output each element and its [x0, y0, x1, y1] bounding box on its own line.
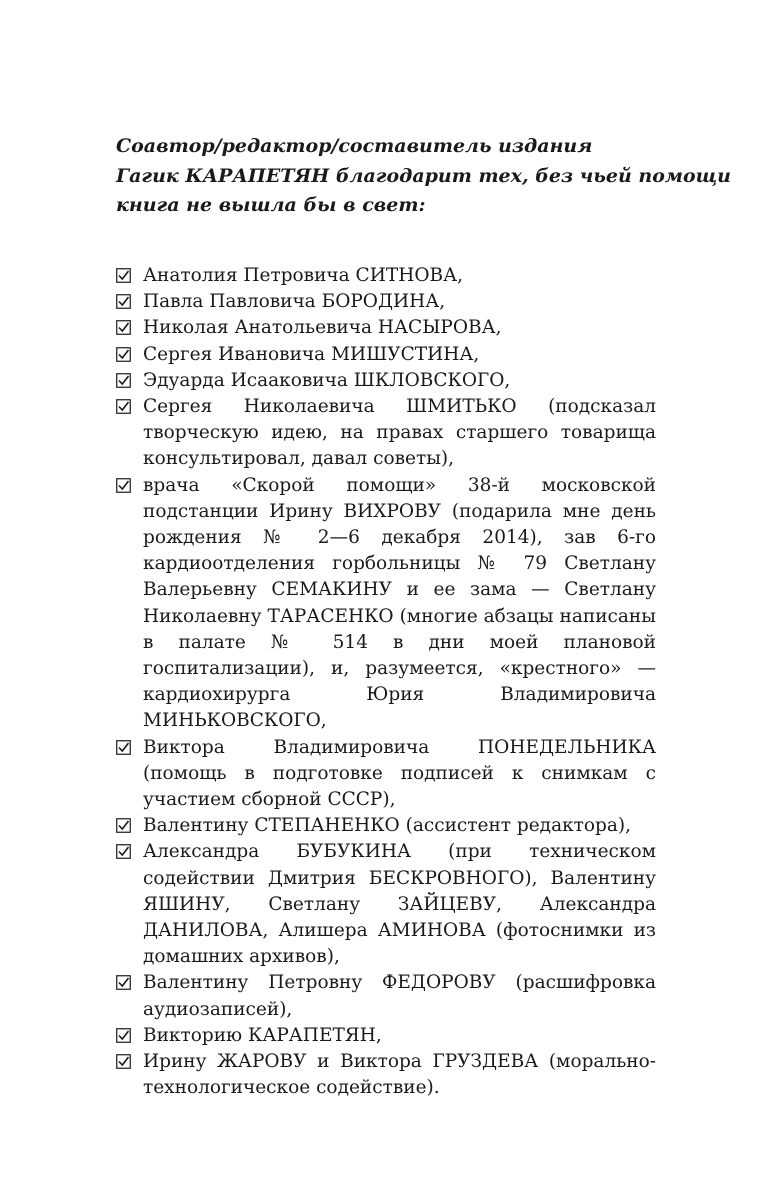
intro-line-1: Соавтор/редактор/составитель издания: [116, 135, 593, 157]
list-item: [116, 1049, 656, 1101]
list-item-text: Валентину Петровну ФЕДОРОВУ (расшифровка аудиозаписей),: [143, 972, 656, 1020]
list-item-text: Валентину СТЕПАНЕНКО (ассистент редактора),: [143, 815, 632, 837]
checkbox-checked-icon: [116, 740, 131, 755]
list-item: [116, 289, 656, 315]
list-item: [116, 342, 656, 368]
checkbox-checked-icon: [116, 399, 131, 414]
list-item-text: Сергея Ивановича МИШУСТИНА,: [143, 343, 480, 365]
list-item-text: врача «Скорой помощи» 38-й московской подстанции Ирину ВИХРОВУ (подарила мне день рождения № 2—6 декабря 2014), зав 6-го кардиоотделения горбольницы № 79 Светлану Валерьевну СЕМАКИНУ и ее зама — Светлану Николаевну ТАРАСЕНКО (многие абзацы написаны в палате № 514 в дни моей плановой госпитализации), и, разумеется, «крестного» — кардиохирурга Юрия Владимировича МИНЬКОВСКОГО,: [143, 474, 656, 732]
intro-line-3: книга не вышла бы в свет:: [116, 194, 426, 216]
acknowledgement-list: [116, 263, 656, 1102]
checkbox-checked-icon: [116, 268, 131, 283]
list-item-text: Николая Анатольевича НАСЫРОВА,: [143, 317, 502, 339]
list-item: [116, 394, 656, 473]
list-item-text: Викторию КАРАПЕТЯН,: [143, 1024, 382, 1046]
checkbox-checked-icon: [116, 975, 131, 990]
list-item-text: Виктора Владимировича ПОНЕДЕЛЬНИКА (помощь в подготовке подписей к снимкам с участием сборной СССР),: [143, 736, 656, 811]
checkbox-checked-icon: [116, 818, 131, 833]
list-item-text: Ирину ЖАРОВУ и Виктора ГРУЗДЕВА (морально-технологическое содействие).: [143, 1051, 656, 1099]
list-item-text: Эдуарда Исааковича ШКЛОВСКОГО,: [143, 369, 511, 391]
list-item-text: Анатолия Петровича СИТНОВА,: [143, 265, 463, 286]
checkbox-checked-icon: [116, 844, 131, 859]
checkbox-checked-icon: [116, 347, 131, 362]
list-item: [116, 735, 656, 814]
intro-line-2: Гагик КАРАПЕТЯН благодарит тех, без чьей помощи: [116, 164, 731, 187]
list-item: [116, 970, 656, 1022]
acknowledgement-intro: [116, 132, 731, 221]
list-item-text: Александра БУБУКИНА (при техническом содействии Дмитрия БЕСКРОВНОГО), Валентину ЯШИНУ, Светлану ЗАЙЦЕВУ, Александра ДАНИЛОВА, Алишера АМИНОВА (фотоснимки из домашних архивов),: [143, 841, 656, 968]
list-item: [116, 263, 656, 289]
list-item: [116, 368, 656, 394]
list-item: [116, 315, 656, 341]
checkbox-checked-icon: [116, 294, 131, 309]
checkbox-checked-icon: [116, 478, 131, 493]
list-item-text: Сергея Николаевича ШМИТЬКО (подсказал творческую идею, на правах старшего товарища консультировал, давал советы),: [143, 396, 656, 470]
list-item: [116, 813, 656, 839]
checkbox-checked-icon: [116, 320, 131, 335]
list-item: [116, 1023, 656, 1049]
list-item-text: Павла Павловича БОРОДИНА,: [143, 291, 446, 313]
list-item: [116, 839, 656, 970]
checkbox-checked-icon: [116, 1054, 131, 1069]
list-item: [116, 473, 656, 735]
checkbox-checked-icon: [116, 373, 131, 388]
checkbox-checked-icon: [116, 1028, 131, 1043]
